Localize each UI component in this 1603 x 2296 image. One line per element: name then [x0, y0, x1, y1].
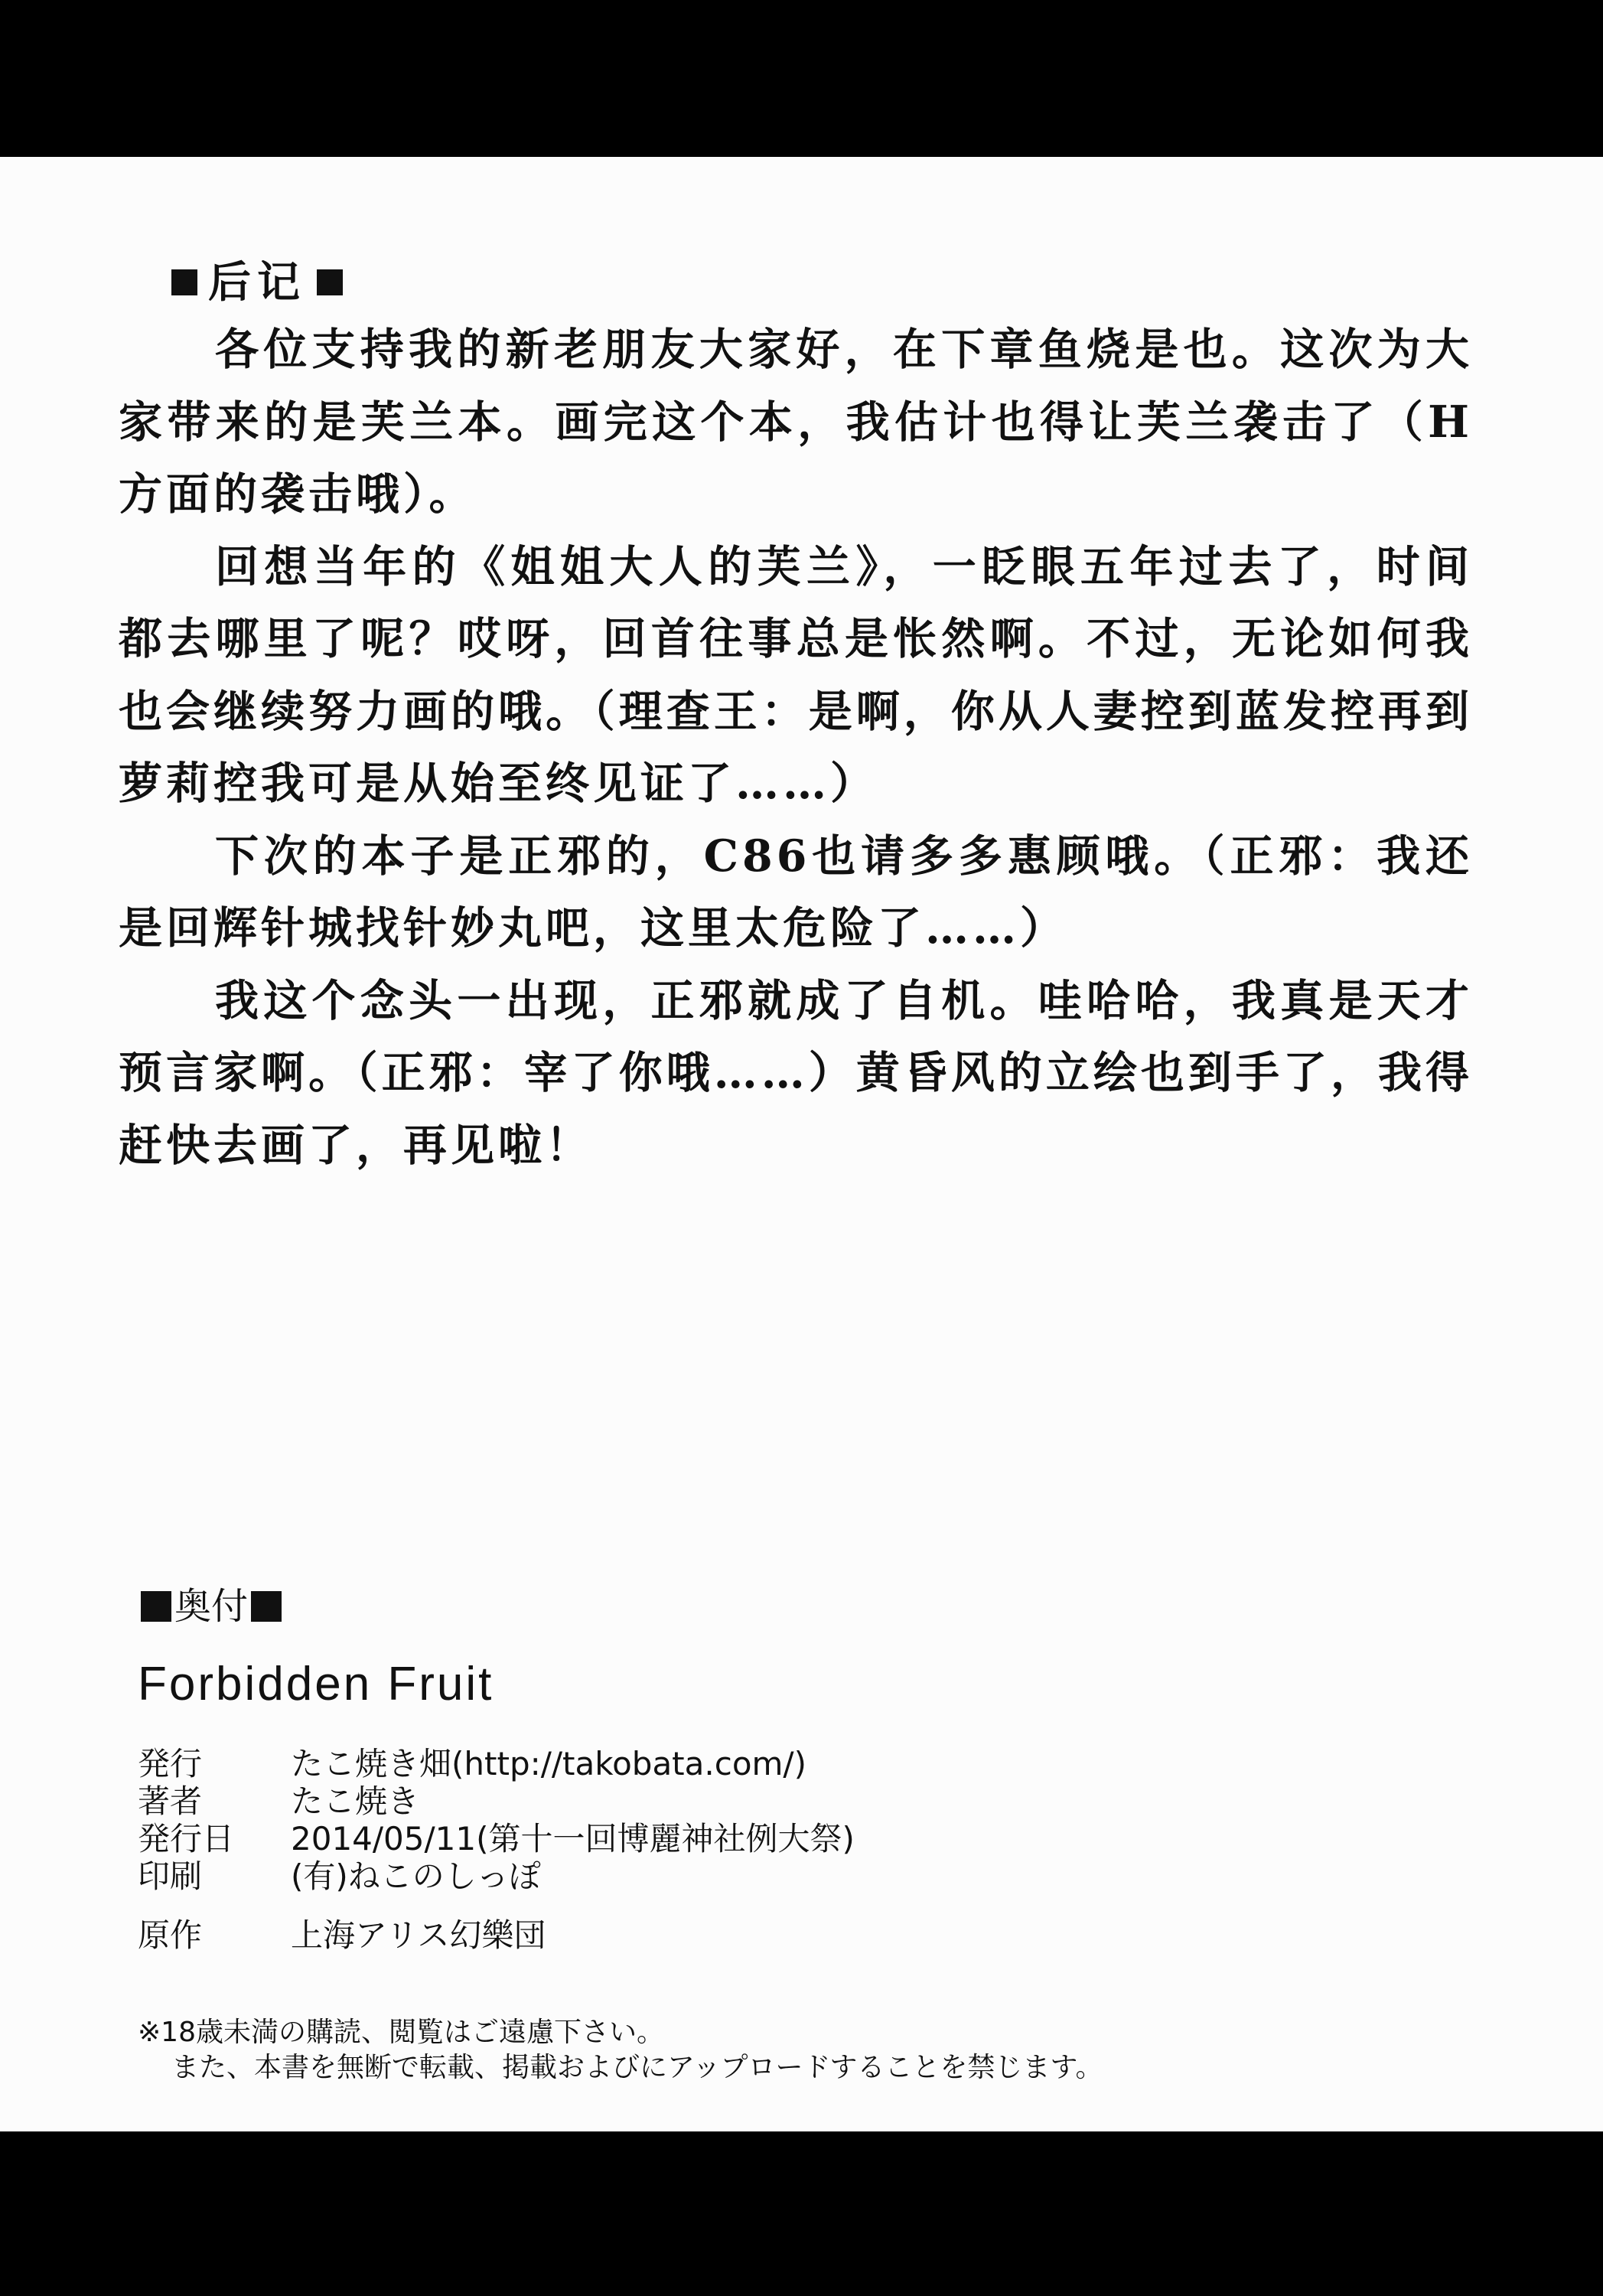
- colophon-row-original-work: [138, 1916, 855, 1954]
- colophon-heading-text: 奥付: [174, 1585, 249, 1628]
- document-page: [0, 157, 1603, 2131]
- colophon-value: (有)ねこのしっぽ: [291, 1857, 541, 1895]
- afterword-heading: [161, 249, 354, 310]
- age-restriction-note: ※18歳未満の購読、閲覧はご遠慮下さい。: [138, 2017, 664, 2048]
- reproduction-note: また、本書を無断で転載、掲載およびにアップロードすることを禁じます。: [171, 2052, 1103, 2083]
- afterword-paragraph: 我这个念头一出现，正邪就成了自机。哇哈哈，我真是天才预言家啊。（正邪：宰了你哦……）黄昏风的立绘也到手了，我得赶快去画了，再见啦！: [119, 974, 1473, 1171]
- colophon-value: 上海アリス幻樂団: [291, 1916, 546, 1954]
- colophon-row-date: [138, 1820, 855, 1857]
- afterword-paragraph: 各位支持我的新老朋友大家好，在下章鱼烧是也。这次为大家带来的是芙兰本。画完这个本，我估计也得让芙兰袭击了（H方面的袭击哦）。: [119, 324, 1473, 520]
- top-scan-border: [0, 0, 1603, 157]
- colophon-row-author: [138, 1782, 855, 1820]
- colophon-row-publisher: [138, 1745, 855, 1782]
- colophon-value: たこ焼き: [291, 1782, 420, 1820]
- afterword-heading-text: 后记: [208, 258, 306, 308]
- square-bullet-icon: [141, 1591, 171, 1622]
- colophon-value: たこ焼き畑(http://takobata.com/): [291, 1745, 806, 1782]
- colophon-table: [138, 1745, 855, 1954]
- bottom-scan-border: [0, 2131, 1603, 2296]
- square-bullet-icon: [317, 269, 343, 295]
- colophon-label: 発行: [138, 1745, 203, 1782]
- colophon-label: 原作: [138, 1916, 203, 1954]
- colophon-label: 発行日: [138, 1820, 235, 1857]
- colophon-label: 印刷: [138, 1857, 203, 1895]
- colophon-row-printer: [138, 1857, 855, 1895]
- legal-notes: [138, 2015, 1103, 2086]
- afterword-body: [119, 314, 1473, 1182]
- colophon-label: 著者: [138, 1782, 203, 1820]
- colophon-heading: [138, 1577, 285, 1629]
- colophon-value: 2014/05/11(第十一回博麗神社例大祭): [291, 1820, 855, 1857]
- afterword-paragraph: 回想当年的《姐姐大人的芙兰》，一眨眼五年过去了，时间都去哪里了呢？哎呀，回首往事总是怅然啊。不过，无论如何我也会继续努力画的哦。（理查王：是啊，你从人妻控到蓝发控再到萝莉控我可是从始至终见证了……）: [119, 540, 1473, 809]
- square-bullet-icon: [171, 269, 197, 295]
- book-title: Forbidden Fruit: [138, 1658, 494, 1711]
- afterword-paragraph: 下次的本子是正邪的，C86也请多多惠顾哦。（正邪：我还是回辉针城找针妙丸吧，这里太危险了……）: [119, 830, 1473, 954]
- square-bullet-icon: [251, 1591, 282, 1622]
